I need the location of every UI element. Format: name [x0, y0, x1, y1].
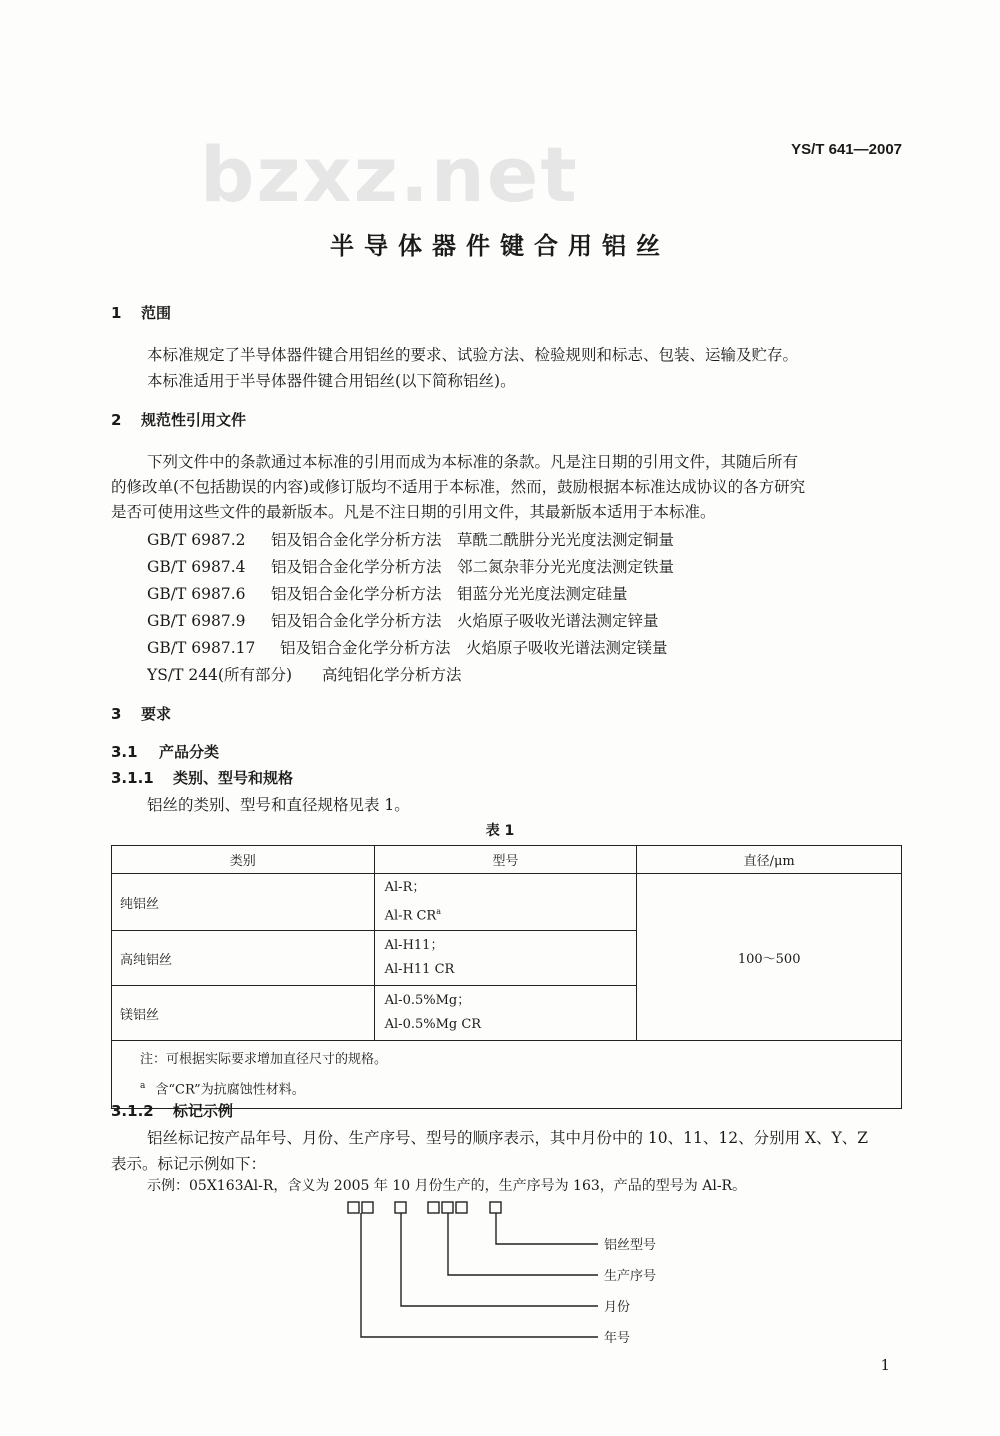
standard-number: YS/T 641—2007 [791, 141, 902, 158]
reference-title: 铝及铝合金化学分析方法 火焰原子吸收光谱法测定镁量 [280, 639, 668, 657]
year-box [348, 1202, 359, 1213]
paragraph-line: 铝丝标记按产品年号、月份、生产序号、型号的顺序表示，其中月份中的 10、11、12、分别用 X、Y、Z [147, 1129, 869, 1147]
reference-title: 铝及铝合金化学分析方法 邻二氮杂菲分光光度法测定铁量 [271, 558, 675, 576]
reference-item [147, 528, 674, 550]
model-leader-line [496, 1213, 598, 1244]
model-cell [374, 986, 637, 1041]
document-title: 半导体器件键合用铝丝 [330, 232, 670, 260]
paragraph-line: 下列文件中的条款通过本标准的引用而成为本标准的条款。凡是注日期的引用文件，其随后所有 [147, 453, 799, 471]
specification-table [111, 845, 902, 1109]
reference-code: GB/T 6987.6 [147, 585, 246, 603]
month-box [395, 1202, 406, 1213]
reference-title: 铝及铝合金化学分析方法 钼蓝分光光度法测定硅量 [271, 585, 628, 603]
section-title: 类别、型号和规格 [173, 769, 294, 787]
section-1-heading [111, 302, 171, 323]
serial-box [428, 1202, 439, 1213]
category-cell: 镁铝丝 [112, 986, 375, 1041]
column-header-model: 型号 [374, 846, 637, 874]
section-number: 3.1.2 [111, 1102, 154, 1120]
diagram-label-month: 月份 [604, 1300, 631, 1315]
column-header-diameter: 直径/μm [637, 846, 902, 874]
category-cell: 纯铝丝 [112, 874, 375, 931]
paragraph-line: 是否可使用这些文件的最新版本。凡是不注日期的引用文件，其最新版本适用于本标准。 [111, 503, 716, 521]
model-value: Al-R； [384, 880, 426, 895]
model-value: Al-0.5%Mg； [384, 993, 471, 1009]
model-value: Al-H11 CR [384, 962, 455, 978]
table-header-row [112, 846, 902, 874]
reference-code: YS/T 244(所有部分) [147, 666, 293, 684]
model-value: Al-H11； [384, 938, 444, 954]
section-title: 范围 [141, 304, 172, 322]
section-number: 3.1.1 [111, 769, 154, 787]
subsection-3-1-heading [111, 741, 219, 762]
watermark: bzxz.net [200, 130, 579, 219]
diagram-label-model: 铝丝型号 [604, 1238, 657, 1253]
model-value [385, 900, 627, 928]
section-number: 1 [111, 304, 122, 322]
table-title: 表 1 [485, 823, 515, 839]
diameter-cell: 100～500 [637, 874, 902, 1041]
reference-item [147, 663, 462, 685]
section-title: 标记示例 [173, 1102, 234, 1120]
serial-box [456, 1202, 467, 1213]
model-cell [374, 931, 637, 986]
table-notes-row [112, 1041, 902, 1108]
section-2-heading [111, 409, 246, 430]
footnote-text: 含“CR”为抗腐蚀性材料。 [155, 1082, 305, 1098]
section-number: 2 [111, 411, 122, 429]
page-number: 1 [880, 1356, 890, 1374]
diagram-label-serial: 生产序号 [604, 1269, 657, 1284]
table-note: 注：可根据实际要求增加直径尺寸的规格。 [140, 1052, 388, 1068]
month-leader-line [401, 1213, 598, 1306]
paragraph-line: 的修改单(不包括勘误的内容)或修订版均不适用于本标准，然而，鼓励根据本标准达成协议的各方研究 [111, 478, 806, 496]
reference-item [147, 609, 659, 631]
column-header-category: 类别 [112, 846, 375, 874]
reference-item [147, 555, 674, 577]
reference-code: GB/T 6987.2 [147, 531, 246, 549]
reference-title: 铝及铝合金化学分析方法 火焰原子吸收光谱法测定锌量 [271, 612, 659, 630]
serial-box [442, 1202, 453, 1213]
section-title: 规范性引用文件 [141, 411, 247, 429]
year-box [362, 1202, 373, 1213]
subsection-3-1-2-heading [111, 1100, 233, 1121]
reference-code: GB/T 6987.9 [147, 612, 246, 630]
paragraph: 铝丝的类别、型号和直径规格见表 1。 [147, 796, 410, 814]
example-text: 示例：05X163Al-R，含义为 2005 年 10 月份生产的，生产序号为 163，产品的型号为 Al-R。 [147, 1178, 747, 1194]
section-title: 产品分类 [159, 743, 220, 761]
paragraph: 本标准适用于半导体器件键合用铝丝(以下简称铝丝)。 [147, 372, 516, 390]
section-3-heading [111, 703, 171, 724]
table-row [112, 874, 902, 931]
footnote-marker: a [436, 907, 441, 916]
model-cell [374, 874, 637, 931]
category-cell: 高纯铝丝 [112, 931, 375, 986]
reference-title: 高纯铝化学分析方法 [322, 666, 462, 684]
model-box [490, 1202, 501, 1213]
reference-item [147, 582, 628, 604]
reference-code: GB/T 6987.17 [147, 639, 256, 657]
table-notes [112, 1041, 902, 1108]
table-footnote [140, 1073, 873, 1103]
reference-item [147, 636, 668, 658]
model-value-text: Al-R CR [384, 908, 437, 924]
reference-title: 铝及铝合金化学分析方法 草酰二酰肼分光光度法测定铜量 [271, 531, 675, 549]
section-number: 3.1 [111, 743, 138, 761]
paragraph-line: 表示。标记示例如下： [111, 1155, 267, 1173]
subsection-3-1-1-heading [111, 767, 293, 788]
section-number: 3 [111, 705, 122, 723]
section-title: 要求 [141, 705, 172, 723]
model-value: Al-0.5%Mg CR [384, 1017, 482, 1033]
reference-code: GB/T 6987.4 [147, 558, 246, 576]
footnote-marker: a [140, 1081, 146, 1092]
diagram-label-year: 年号 [604, 1331, 631, 1346]
marking-diagram [340, 1196, 680, 1356]
paragraph: 本标准规定了半导体器件键合用铝丝的要求、试验方法、检验规则和标志、包装、运输及贮存。 [147, 346, 799, 364]
